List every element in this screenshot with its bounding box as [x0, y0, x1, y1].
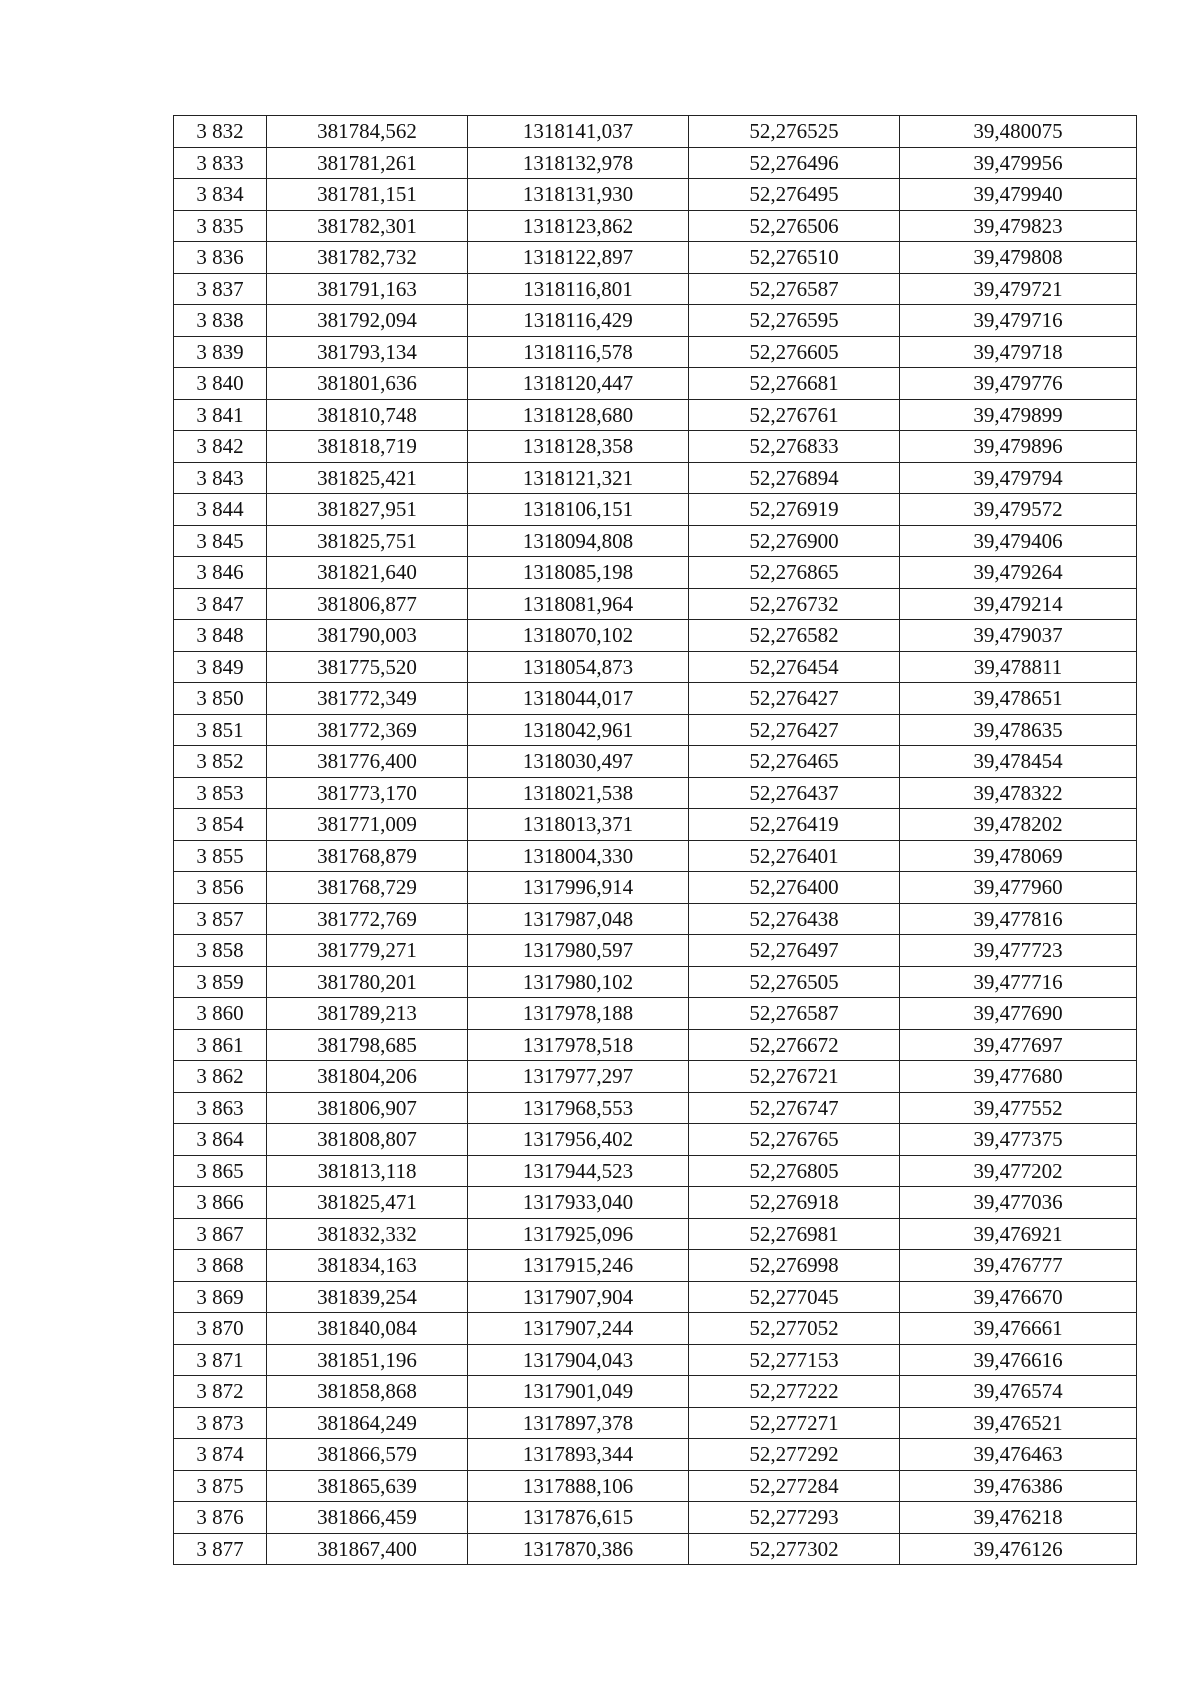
- x-coordinate-cell: 381772,369: [267, 714, 468, 746]
- x-coordinate-cell: 381806,877: [267, 588, 468, 620]
- table-row: [174, 683, 1137, 715]
- point-number-cell: 3 835: [174, 210, 267, 242]
- latitude-cell: 52,276894: [689, 462, 900, 494]
- table-row: [174, 399, 1137, 431]
- table-row: [174, 1470, 1137, 1502]
- longitude-cell: 39,477697: [900, 1029, 1137, 1061]
- x-coordinate-cell: 381798,685: [267, 1029, 468, 1061]
- point-number-cell: 3 864: [174, 1124, 267, 1156]
- table-row: [174, 840, 1137, 872]
- table-row: [174, 1533, 1137, 1565]
- longitude-cell: 39,476218: [900, 1502, 1137, 1534]
- y-coordinate-cell: 1318106,151: [468, 494, 689, 526]
- latitude-cell: 52,276497: [689, 935, 900, 967]
- longitude-cell: 39,479808: [900, 242, 1137, 274]
- table-row: [174, 1187, 1137, 1219]
- table-row: [174, 1250, 1137, 1282]
- y-coordinate-cell: 1317904,043: [468, 1344, 689, 1376]
- x-coordinate-cell: 381772,769: [267, 903, 468, 935]
- latitude-cell: 52,276427: [689, 714, 900, 746]
- longitude-cell: 39,479214: [900, 588, 1137, 620]
- table-row: [174, 966, 1137, 998]
- x-coordinate-cell: 381851,196: [267, 1344, 468, 1376]
- x-coordinate-cell: 381806,907: [267, 1092, 468, 1124]
- point-number-cell: 3 857: [174, 903, 267, 935]
- x-coordinate-cell: 381776,400: [267, 746, 468, 778]
- longitude-cell: 39,478454: [900, 746, 1137, 778]
- table-row: [174, 525, 1137, 557]
- longitude-cell: 39,478811: [900, 651, 1137, 683]
- table-row: [174, 1092, 1137, 1124]
- latitude-cell: 52,277045: [689, 1281, 900, 1313]
- y-coordinate-cell: 1318116,429: [468, 305, 689, 337]
- table-row: [174, 651, 1137, 683]
- point-number-cell: 3 832: [174, 116, 267, 148]
- point-number-cell: 3 847: [174, 588, 267, 620]
- x-coordinate-cell: 381768,879: [267, 840, 468, 872]
- x-coordinate-cell: 381839,254: [267, 1281, 468, 1313]
- longitude-cell: 39,478202: [900, 809, 1137, 841]
- x-coordinate-cell: 381771,009: [267, 809, 468, 841]
- table-row: [174, 1029, 1137, 1061]
- table-row: [174, 116, 1137, 148]
- table-row: [174, 1376, 1137, 1408]
- x-coordinate-cell: 381779,271: [267, 935, 468, 967]
- latitude-cell: 52,276495: [689, 179, 900, 211]
- longitude-cell: 39,477036: [900, 1187, 1137, 1219]
- longitude-cell: 39,479794: [900, 462, 1137, 494]
- latitude-cell: 52,277293: [689, 1502, 900, 1534]
- x-coordinate-cell: 381840,084: [267, 1313, 468, 1345]
- y-coordinate-cell: 1317977,297: [468, 1061, 689, 1093]
- y-coordinate-cell: 1318094,808: [468, 525, 689, 557]
- x-coordinate-cell: 381768,729: [267, 872, 468, 904]
- point-number-cell: 3 875: [174, 1470, 267, 1502]
- point-number-cell: 3 838: [174, 305, 267, 337]
- point-number-cell: 3 866: [174, 1187, 267, 1219]
- point-number-cell: 3 836: [174, 242, 267, 274]
- longitude-cell: 39,479572: [900, 494, 1137, 526]
- y-coordinate-cell: 1318054,873: [468, 651, 689, 683]
- latitude-cell: 52,276510: [689, 242, 900, 274]
- table-row: [174, 1061, 1137, 1093]
- latitude-cell: 52,276981: [689, 1218, 900, 1250]
- y-coordinate-cell: 1317956,402: [468, 1124, 689, 1156]
- y-coordinate-cell: 1318116,801: [468, 273, 689, 305]
- x-coordinate-cell: 381825,471: [267, 1187, 468, 1219]
- latitude-cell: 52,276419: [689, 809, 900, 841]
- y-coordinate-cell: 1317915,246: [468, 1250, 689, 1282]
- point-number-cell: 3 869: [174, 1281, 267, 1313]
- table-row: [174, 242, 1137, 274]
- table-row: [174, 1313, 1137, 1345]
- table-row: [174, 935, 1137, 967]
- y-coordinate-cell: 1318116,578: [468, 336, 689, 368]
- point-number-cell: 3 867: [174, 1218, 267, 1250]
- y-coordinate-cell: 1317907,244: [468, 1313, 689, 1345]
- longitude-cell: 39,479721: [900, 273, 1137, 305]
- x-coordinate-cell: 381782,301: [267, 210, 468, 242]
- point-number-cell: 3 842: [174, 431, 267, 463]
- y-coordinate-cell: 1317933,040: [468, 1187, 689, 1219]
- latitude-cell: 52,276672: [689, 1029, 900, 1061]
- y-coordinate-cell: 1317978,188: [468, 998, 689, 1030]
- table-row: [174, 462, 1137, 494]
- longitude-cell: 39,476463: [900, 1439, 1137, 1471]
- coordinates-table-body: [174, 116, 1137, 1565]
- point-number-cell: 3 849: [174, 651, 267, 683]
- y-coordinate-cell: 1318132,978: [468, 147, 689, 179]
- point-number-cell: 3 858: [174, 935, 267, 967]
- y-coordinate-cell: 1318081,964: [468, 588, 689, 620]
- latitude-cell: 52,276605: [689, 336, 900, 368]
- table-row: [174, 903, 1137, 935]
- point-number-cell: 3 855: [174, 840, 267, 872]
- longitude-cell: 39,476661: [900, 1313, 1137, 1345]
- point-number-cell: 3 874: [174, 1439, 267, 1471]
- longitude-cell: 39,477690: [900, 998, 1137, 1030]
- x-coordinate-cell: 381810,748: [267, 399, 468, 431]
- longitude-cell: 39,477552: [900, 1092, 1137, 1124]
- point-number-cell: 3 860: [174, 998, 267, 1030]
- point-number-cell: 3 854: [174, 809, 267, 841]
- x-coordinate-cell: 381832,332: [267, 1218, 468, 1250]
- longitude-cell: 39,479406: [900, 525, 1137, 557]
- latitude-cell: 52,276496: [689, 147, 900, 179]
- y-coordinate-cell: 1317968,553: [468, 1092, 689, 1124]
- x-coordinate-cell: 381813,118: [267, 1155, 468, 1187]
- x-coordinate-cell: 381772,349: [267, 683, 468, 715]
- longitude-cell: 39,479823: [900, 210, 1137, 242]
- longitude-cell: 39,479718: [900, 336, 1137, 368]
- x-coordinate-cell: 381825,751: [267, 525, 468, 557]
- latitude-cell: 52,277222: [689, 1376, 900, 1408]
- latitude-cell: 52,276506: [689, 210, 900, 242]
- x-coordinate-cell: 381790,003: [267, 620, 468, 652]
- latitude-cell: 52,276765: [689, 1124, 900, 1156]
- y-coordinate-cell: 1317870,386: [468, 1533, 689, 1565]
- latitude-cell: 52,276525: [689, 116, 900, 148]
- point-number-cell: 3 853: [174, 777, 267, 809]
- table-row: [174, 1407, 1137, 1439]
- longitude-cell: 39,477680: [900, 1061, 1137, 1093]
- point-number-cell: 3 839: [174, 336, 267, 368]
- table-row: [174, 273, 1137, 305]
- point-number-cell: 3 876: [174, 1502, 267, 1534]
- x-coordinate-cell: 381821,640: [267, 557, 468, 589]
- latitude-cell: 52,276437: [689, 777, 900, 809]
- longitude-cell: 39,479264: [900, 557, 1137, 589]
- table-row: [174, 872, 1137, 904]
- latitude-cell: 52,276401: [689, 840, 900, 872]
- y-coordinate-cell: 1318021,538: [468, 777, 689, 809]
- x-coordinate-cell: 381864,249: [267, 1407, 468, 1439]
- table-row: [174, 305, 1137, 337]
- x-coordinate-cell: 381789,213: [267, 998, 468, 1030]
- latitude-cell: 52,276595: [689, 305, 900, 337]
- longitude-cell: 39,479940: [900, 179, 1137, 211]
- point-number-cell: 3 859: [174, 966, 267, 998]
- x-coordinate-cell: 381818,719: [267, 431, 468, 463]
- table-row: [174, 1502, 1137, 1534]
- latitude-cell: 52,276587: [689, 273, 900, 305]
- x-coordinate-cell: 381781,151: [267, 179, 468, 211]
- point-number-cell: 3 837: [174, 273, 267, 305]
- longitude-cell: 39,480075: [900, 116, 1137, 148]
- longitude-cell: 39,477816: [900, 903, 1137, 935]
- longitude-cell: 39,478651: [900, 683, 1137, 715]
- table-row: [174, 1344, 1137, 1376]
- point-number-cell: 3 865: [174, 1155, 267, 1187]
- x-coordinate-cell: 381866,459: [267, 1502, 468, 1534]
- latitude-cell: 52,276454: [689, 651, 900, 683]
- latitude-cell: 52,277271: [689, 1407, 900, 1439]
- table-row: [174, 746, 1137, 778]
- point-number-cell: 3 861: [174, 1029, 267, 1061]
- latitude-cell: 52,277284: [689, 1470, 900, 1502]
- point-number-cell: 3 873: [174, 1407, 267, 1439]
- y-coordinate-cell: 1318004,330: [468, 840, 689, 872]
- x-coordinate-cell: 381804,206: [267, 1061, 468, 1093]
- latitude-cell: 52,276998: [689, 1250, 900, 1282]
- longitude-cell: 39,479716: [900, 305, 1137, 337]
- y-coordinate-cell: 1318121,321: [468, 462, 689, 494]
- y-coordinate-cell: 1317907,904: [468, 1281, 689, 1313]
- y-coordinate-cell: 1318120,447: [468, 368, 689, 400]
- longitude-cell: 39,476777: [900, 1250, 1137, 1282]
- y-coordinate-cell: 1318131,930: [468, 179, 689, 211]
- table-row: [174, 620, 1137, 652]
- y-coordinate-cell: 1317925,096: [468, 1218, 689, 1250]
- longitude-cell: 39,477716: [900, 966, 1137, 998]
- longitude-cell: 39,479956: [900, 147, 1137, 179]
- table-row: [174, 588, 1137, 620]
- latitude-cell: 52,277153: [689, 1344, 900, 1376]
- y-coordinate-cell: 1317876,615: [468, 1502, 689, 1534]
- longitude-cell: 39,476670: [900, 1281, 1137, 1313]
- longitude-cell: 39,476126: [900, 1533, 1137, 1565]
- latitude-cell: 52,277292: [689, 1439, 900, 1471]
- y-coordinate-cell: 1317893,344: [468, 1439, 689, 1471]
- point-number-cell: 3 834: [174, 179, 267, 211]
- table-row: [174, 368, 1137, 400]
- y-coordinate-cell: 1317897,378: [468, 1407, 689, 1439]
- latitude-cell: 52,276761: [689, 399, 900, 431]
- y-coordinate-cell: 1317888,106: [468, 1470, 689, 1502]
- table-row: [174, 179, 1137, 211]
- y-coordinate-cell: 1317987,048: [468, 903, 689, 935]
- point-number-cell: 3 871: [174, 1344, 267, 1376]
- point-number-cell: 3 852: [174, 746, 267, 778]
- y-coordinate-cell: 1318030,497: [468, 746, 689, 778]
- table-row: [174, 1218, 1137, 1250]
- point-number-cell: 3 833: [174, 147, 267, 179]
- x-coordinate-cell: 381866,579: [267, 1439, 468, 1471]
- longitude-cell: 39,479037: [900, 620, 1137, 652]
- longitude-cell: 39,478322: [900, 777, 1137, 809]
- latitude-cell: 52,277302: [689, 1533, 900, 1565]
- table-row: [174, 210, 1137, 242]
- x-coordinate-cell: 381825,421: [267, 462, 468, 494]
- latitude-cell: 52,276747: [689, 1092, 900, 1124]
- point-number-cell: 3 850: [174, 683, 267, 715]
- latitude-cell: 52,276918: [689, 1187, 900, 1219]
- latitude-cell: 52,277052: [689, 1313, 900, 1345]
- y-coordinate-cell: 1318141,037: [468, 116, 689, 148]
- y-coordinate-cell: 1318123,862: [468, 210, 689, 242]
- table-row: [174, 1439, 1137, 1471]
- point-number-cell: 3 863: [174, 1092, 267, 1124]
- longitude-cell: 39,477960: [900, 872, 1137, 904]
- y-coordinate-cell: 1317944,523: [468, 1155, 689, 1187]
- table-row: [174, 809, 1137, 841]
- latitude-cell: 52,276582: [689, 620, 900, 652]
- x-coordinate-cell: 381773,170: [267, 777, 468, 809]
- x-coordinate-cell: 381792,094: [267, 305, 468, 337]
- x-coordinate-cell: 381808,807: [267, 1124, 468, 1156]
- longitude-cell: 39,477202: [900, 1155, 1137, 1187]
- x-coordinate-cell: 381775,520: [267, 651, 468, 683]
- x-coordinate-cell: 381784,562: [267, 116, 468, 148]
- longitude-cell: 39,476386: [900, 1470, 1137, 1502]
- x-coordinate-cell: 381858,868: [267, 1376, 468, 1408]
- table-row: [174, 557, 1137, 589]
- point-number-cell: 3 872: [174, 1376, 267, 1408]
- table-row: [174, 147, 1137, 179]
- longitude-cell: 39,476616: [900, 1344, 1137, 1376]
- y-coordinate-cell: 1318085,198: [468, 557, 689, 589]
- latitude-cell: 52,276427: [689, 683, 900, 715]
- table-row: [174, 1281, 1137, 1313]
- point-number-cell: 3 841: [174, 399, 267, 431]
- longitude-cell: 39,479776: [900, 368, 1137, 400]
- point-number-cell: 3 846: [174, 557, 267, 589]
- x-coordinate-cell: 381834,163: [267, 1250, 468, 1282]
- x-coordinate-cell: 381867,400: [267, 1533, 468, 1565]
- point-number-cell: 3 843: [174, 462, 267, 494]
- point-number-cell: 3 848: [174, 620, 267, 652]
- x-coordinate-cell: 381801,636: [267, 368, 468, 400]
- point-number-cell: 3 844: [174, 494, 267, 526]
- table-row: [174, 714, 1137, 746]
- x-coordinate-cell: 381780,201: [267, 966, 468, 998]
- longitude-cell: 39,477723: [900, 935, 1137, 967]
- coordinates-table: [173, 115, 1137, 1565]
- latitude-cell: 52,276919: [689, 494, 900, 526]
- point-number-cell: 3 870: [174, 1313, 267, 1345]
- table-row: [174, 431, 1137, 463]
- longitude-cell: 39,478635: [900, 714, 1137, 746]
- longitude-cell: 39,476574: [900, 1376, 1137, 1408]
- latitude-cell: 52,276833: [689, 431, 900, 463]
- point-number-cell: 3 845: [174, 525, 267, 557]
- longitude-cell: 39,479899: [900, 399, 1137, 431]
- latitude-cell: 52,276721: [689, 1061, 900, 1093]
- x-coordinate-cell: 381782,732: [267, 242, 468, 274]
- y-coordinate-cell: 1317980,102: [468, 966, 689, 998]
- latitude-cell: 52,276900: [689, 525, 900, 557]
- latitude-cell: 52,276505: [689, 966, 900, 998]
- latitude-cell: 52,276865: [689, 557, 900, 589]
- point-number-cell: 3 877: [174, 1533, 267, 1565]
- longitude-cell: 39,477375: [900, 1124, 1137, 1156]
- point-number-cell: 3 868: [174, 1250, 267, 1282]
- table-row: [174, 998, 1137, 1030]
- longitude-cell: 39,476521: [900, 1407, 1137, 1439]
- point-number-cell: 3 851: [174, 714, 267, 746]
- table-row: [174, 494, 1137, 526]
- y-coordinate-cell: 1317901,049: [468, 1376, 689, 1408]
- latitude-cell: 52,276438: [689, 903, 900, 935]
- x-coordinate-cell: 381865,639: [267, 1470, 468, 1502]
- latitude-cell: 52,276400: [689, 872, 900, 904]
- y-coordinate-cell: 1317980,597: [468, 935, 689, 967]
- longitude-cell: 39,478069: [900, 840, 1137, 872]
- point-number-cell: 3 840: [174, 368, 267, 400]
- x-coordinate-cell: 381791,163: [267, 273, 468, 305]
- y-coordinate-cell: 1318070,102: [468, 620, 689, 652]
- y-coordinate-cell: 1317996,914: [468, 872, 689, 904]
- point-number-cell: 3 862: [174, 1061, 267, 1093]
- latitude-cell: 52,276587: [689, 998, 900, 1030]
- table-row: [174, 777, 1137, 809]
- y-coordinate-cell: 1318044,017: [468, 683, 689, 715]
- y-coordinate-cell: 1318013,371: [468, 809, 689, 841]
- longitude-cell: 39,476921: [900, 1218, 1137, 1250]
- longitude-cell: 39,479896: [900, 431, 1137, 463]
- y-coordinate-cell: 1318128,358: [468, 431, 689, 463]
- latitude-cell: 52,276465: [689, 746, 900, 778]
- x-coordinate-cell: 381781,261: [267, 147, 468, 179]
- y-coordinate-cell: 1318042,961: [468, 714, 689, 746]
- table-row: [174, 1155, 1137, 1187]
- latitude-cell: 52,276732: [689, 588, 900, 620]
- x-coordinate-cell: 381793,134: [267, 336, 468, 368]
- y-coordinate-cell: 1318128,680: [468, 399, 689, 431]
- latitude-cell: 52,276681: [689, 368, 900, 400]
- latitude-cell: 52,276805: [689, 1155, 900, 1187]
- y-coordinate-cell: 1318122,897: [468, 242, 689, 274]
- point-number-cell: 3 856: [174, 872, 267, 904]
- table-row: [174, 336, 1137, 368]
- y-coordinate-cell: 1317978,518: [468, 1029, 689, 1061]
- table-row: [174, 1124, 1137, 1156]
- x-coordinate-cell: 381827,951: [267, 494, 468, 526]
